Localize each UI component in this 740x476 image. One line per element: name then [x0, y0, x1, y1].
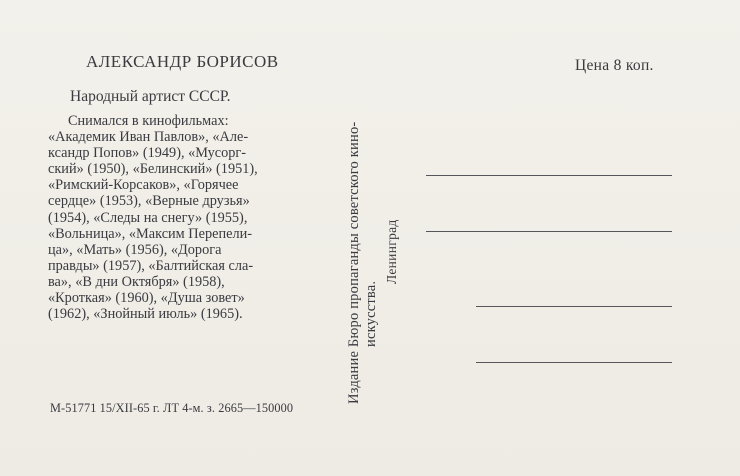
- address-line: [426, 231, 672, 232]
- filmography-line: «Кроткая» (1960), «Душа зовет»: [48, 290, 245, 307]
- filmography: [48, 113, 330, 322]
- filmography-line: ва», «В дни Октября» (1958),: [48, 273, 225, 290]
- filmography-line: (1954), «Следы на снегу» (1955),: [48, 209, 248, 226]
- actor-title: Народный артист СССР.: [70, 88, 231, 105]
- filmography-line: ксандр Попов» (1949), «Мусорг-: [48, 145, 247, 162]
- filmography-heading: Снимался в кинофильмах:: [68, 113, 229, 129]
- address-line: [426, 175, 672, 176]
- print-info: М-51771 15/XII-65 г. ЛТ 4-м. з. 2665—150000: [50, 401, 294, 415]
- filmography-line: «Вольница», «Максим Перепели-: [48, 225, 253, 242]
- filmography-line: (1962), «Знойный июль» (1965).: [48, 306, 243, 323]
- filmography-line: ца», «Мать» (1956), «Дорога: [48, 241, 222, 258]
- filmography-line: правды» (1957), «Балтийская сла-: [48, 257, 254, 274]
- publisher-line: Издание Бюро пропаганды советского кино-: [346, 121, 362, 404]
- filmography-line: «Академик Иван Павлов», «Але-: [48, 129, 249, 146]
- actor-name: АЛЕКСАНДР БОРИСОВ: [86, 52, 279, 71]
- publisher-line-continued: искусства.: [363, 280, 379, 347]
- publisher-city: Ленинград: [384, 219, 399, 284]
- filmography-line: «Римский-Корсаков», «Горячее: [48, 177, 239, 194]
- filmography-line: сердце» (1953), «Верные друзья»: [48, 193, 250, 210]
- filmography-line: ский» (1950), «Белинский» (1951),: [48, 161, 258, 178]
- address-line: [476, 362, 672, 363]
- address-line: [476, 306, 672, 307]
- price-label: Цена 8 коп.: [575, 57, 654, 74]
